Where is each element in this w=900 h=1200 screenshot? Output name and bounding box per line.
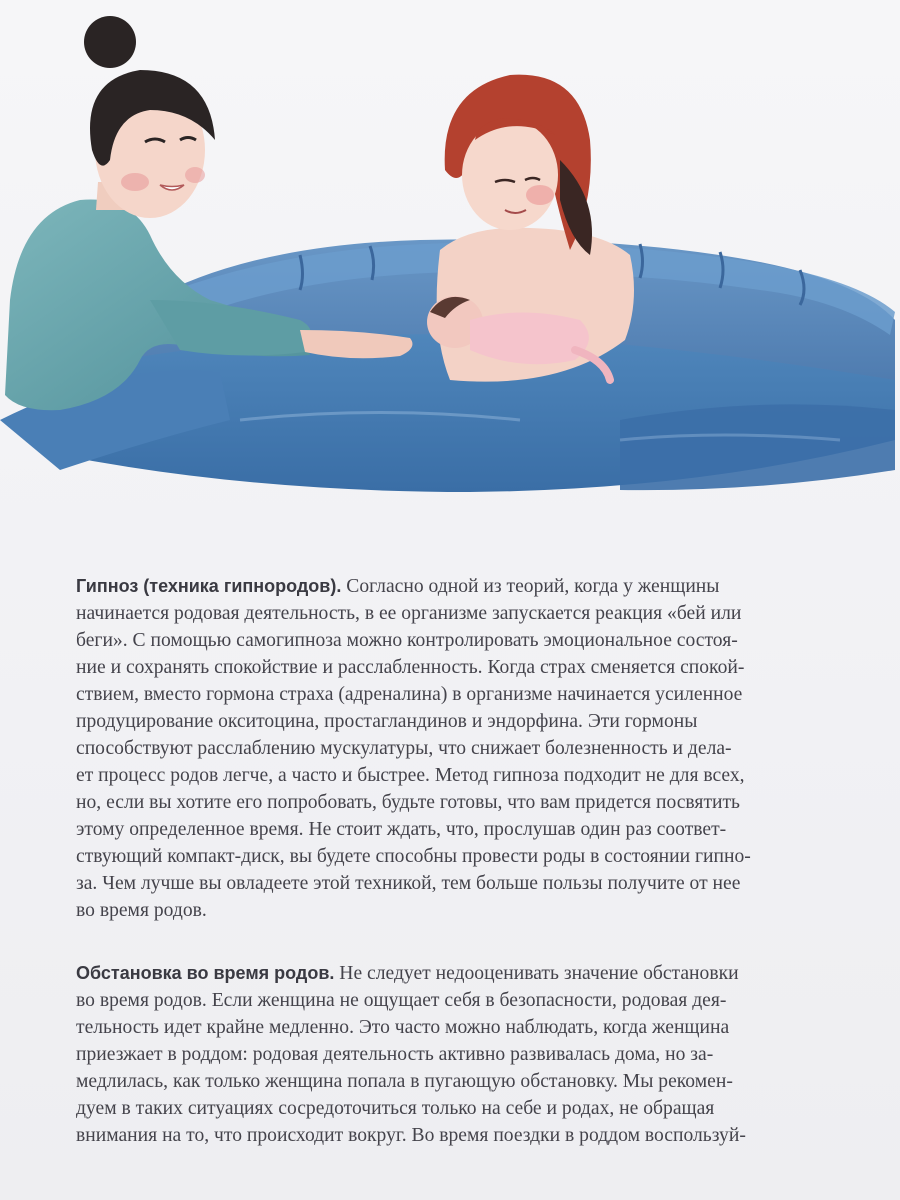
paragraph-line: продуцирование окситоцина, простагландинов и эндорфина. Эти гормоны bbox=[76, 711, 698, 732]
paragraph-line: приезжает в роддом: родовая деятельность активно развивалась дома, но за- bbox=[76, 1044, 714, 1065]
hypnosis-heading: Гипноз (техника гипнородов). bbox=[76, 576, 342, 596]
paragraph-line: медлилась, как только женщина попала в пугающую обстановку. Мы рекомен- bbox=[76, 1071, 733, 1092]
water-birth-illustration bbox=[0, 0, 900, 520]
paragraph-line: ствующий компакт-диск, вы будете способны провести роды в состоянии гипно- bbox=[76, 846, 751, 867]
environment-paragraph bbox=[76, 960, 856, 1149]
paragraph-line: во время родов. Если женщина не ощущает себя в безопасности, родовая дея- bbox=[76, 990, 727, 1011]
hypnosis-paragraph bbox=[76, 573, 856, 924]
paragraph-first-line: Обстановка во время родов. Не следует недооценивать значение обстановки bbox=[76, 963, 739, 984]
paragraph-line: но, если вы хотите его попробовать, будьте готовы, что вам придется посвятить bbox=[76, 792, 740, 813]
paragraph-line: внимания на то, что происходит вокруг. Во время поездки в роддом воспользуй- bbox=[76, 1125, 746, 1146]
paragraph-line: тельность идет крайне медленно. Это часто можно наблюдать, когда женщина bbox=[76, 1017, 730, 1038]
paragraph-line: ствием, вместо гормона страха (адреналина) в организме начинается усиленное bbox=[76, 684, 743, 705]
paragraph-line: способствуют расслаблению мускулатуры, что снижает болезненность и дела- bbox=[76, 738, 732, 759]
paragraph-line: ние и сохранять спокойствие и расслабленность. Когда страх сменяется спокой- bbox=[76, 657, 745, 678]
environment-heading: Обстановка во время родов. bbox=[76, 963, 335, 983]
paragraph-line: во время родов. bbox=[76, 900, 207, 921]
paragraph-line: начинается родовая деятельность, в ее организме запускается реакция «бей или bbox=[76, 603, 742, 624]
paragraph-line: за. Чем лучше вы овладеете этой техникой, тем больше пользы получите от нее bbox=[76, 873, 741, 894]
paragraph-line: беги». С помощью самогипноза можно контролировать эмоциональное состоя- bbox=[76, 630, 738, 651]
midwife-figure bbox=[5, 16, 412, 410]
paragraph-line: ет процесс родов легче, а часто и быстрее. Метод гипноза подходит не для всех, bbox=[76, 765, 745, 786]
paragraph-line: этому определенное время. Не стоит ждать, что, прослушав один раз соответ- bbox=[76, 819, 727, 840]
paragraph-line: дуем в таких ситуациях сосредоточиться только на себе и родах, не обращая bbox=[76, 1098, 715, 1119]
paragraph-first-line: Гипноз (техника гипнородов). Согласно одной из теорий, когда у женщины bbox=[76, 576, 720, 597]
